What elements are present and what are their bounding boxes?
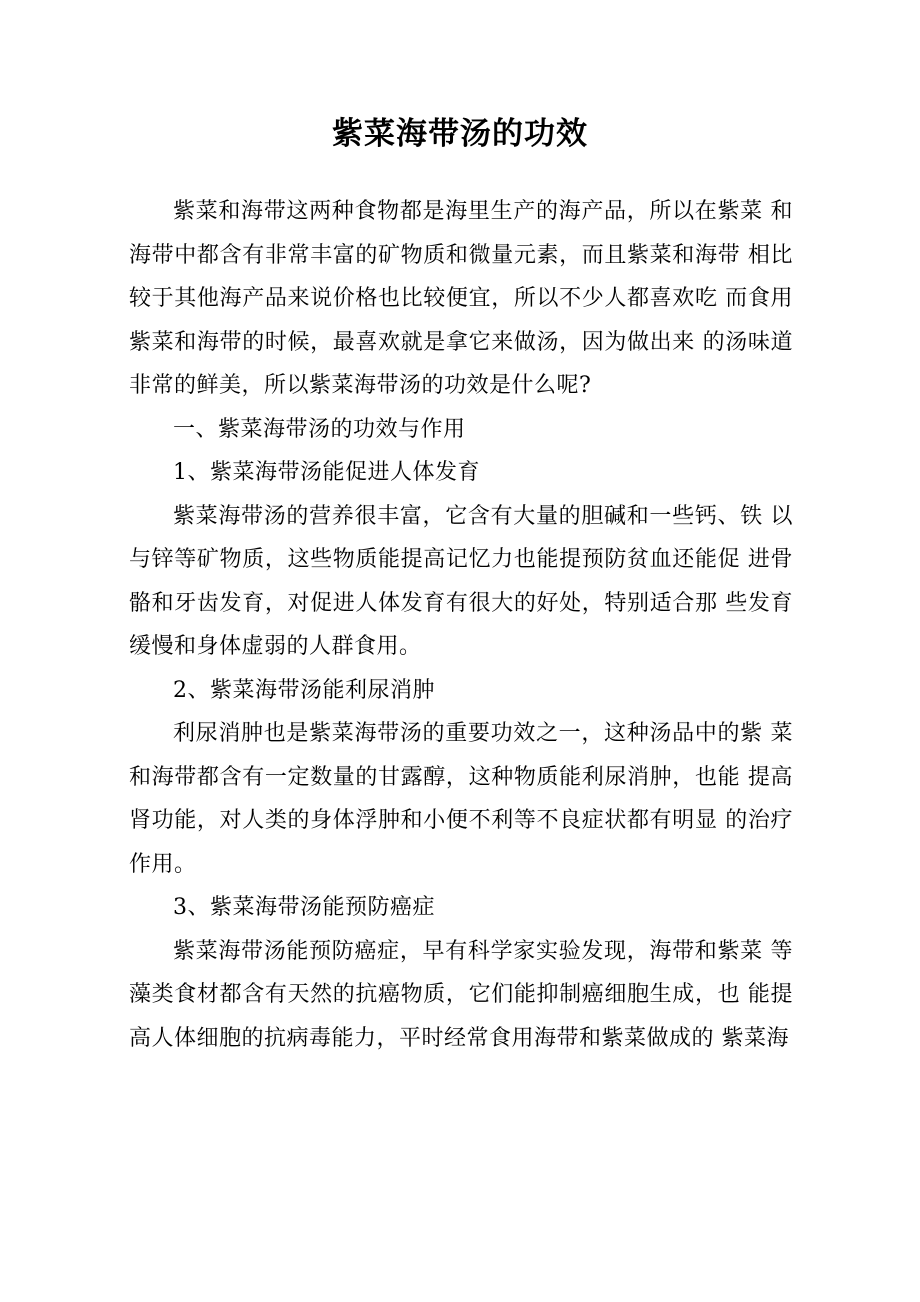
subheading-2: 2、紫菜海带汤能利尿消肿 xyxy=(173,677,435,703)
document-body xyxy=(129,190,793,1060)
subheading-3: 3、紫菜海带汤能预防癌症 xyxy=(173,895,435,920)
paragraph-2: 利尿消肿也是紫菜海带汤的重要功效之一，这种汤品中的紫 菜和海带都含有一定数量的甘露醇，这种物质能利尿消肿，也能 提高肾功能，对人类的身体浮肿和小便不利等不良症状都有明显 的治疗作用。 xyxy=(129,721,793,877)
intro-paragraph: 紫菜和海带这两种食物都是海里生产的海产品，所以在紫菜 和海带中都含有非常丰富的矿物质和微量元素，而且紫菜和海带 相比较于其他海产品来说价格也比较便宜，所以不少人都喜欢吃 而食用紫菜和海带的时候，最喜欢就是拿它来做汤，因为做出来 的汤味道非常的鲜美，所以紫菜海带汤的功效是什么呢? xyxy=(129,199,793,398)
section-heading: 一、紫菜海带汤的功效与作用 xyxy=(173,416,466,442)
paragraph-1: 紫菜海带汤的营养很丰富，它含有大量的胆碱和一些钙、铁 以与锌等矿物质，这些物质能提高记忆力也能提预防贫血还能促 进骨骼和牙齿发育，对促进人体发育有很大的好处，特别适合那 些发育缓慢和身体虚弱的人群食用。 xyxy=(129,503,793,659)
page-title: 紫菜海带汤的功效 xyxy=(332,116,588,152)
paragraph-3: 紫菜海带汤能预防癌症，早有科学家实验发现，海带和紫菜 等藻类食材都含有天然的抗癌物质，它们能抑制癌细胞生成，也 能提高人体细胞的抗病毒能力，平时经常食用海带和紫菜做成的 紫菜海 xyxy=(129,938,793,1051)
subheading-1: 1、紫菜海带汤能促进人体发育 xyxy=(173,460,480,485)
